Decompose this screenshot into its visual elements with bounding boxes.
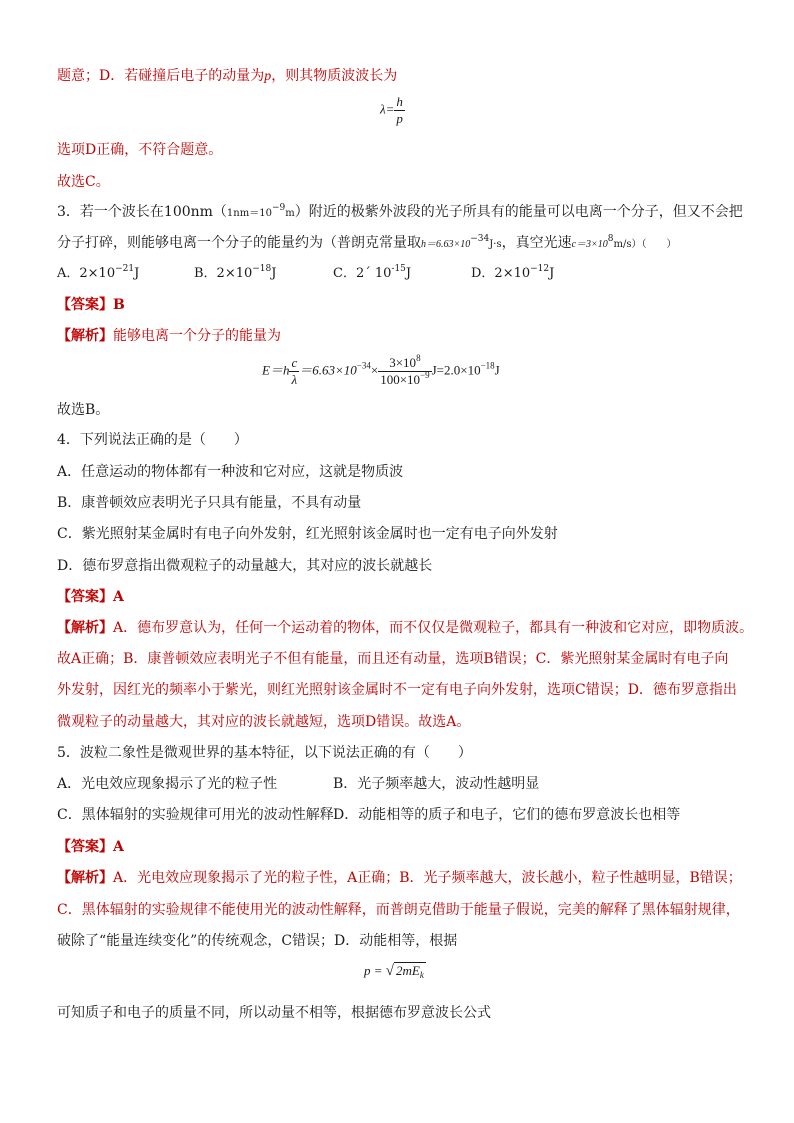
text-line: 故选C。 [57, 174, 110, 190]
explanation-tag: 【解析】 [57, 620, 113, 636]
subscript: k [419, 970, 424, 980]
answer-tag: 【答案】 [57, 589, 113, 605]
text-segment: 题意；D．若碰撞后电子的动量为 [57, 68, 265, 84]
fraction [289, 355, 299, 388]
question-3-line-2 [57, 233, 676, 255]
superscript: −34 [356, 360, 371, 371]
superscript: −18 [252, 264, 272, 274]
text-line: 选项D正确，不符合题意。 [57, 142, 223, 158]
question-5-stem: 5．波粒二象性是微观世界的基本特征，以下说法正确的有（ ） [57, 745, 472, 761]
superscript: −34 [470, 234, 490, 244]
explanation-5-line-3: 破除了“能量连续变化”的传统观念，C错误；D．动能相等，根据 [57, 933, 458, 949]
superscript: −9 [271, 203, 286, 213]
explanation-4-line-2: 故A正确；B．康普顿效应表明光子不但有能量，而且还有动量，选项B错误；C．紫光照射某金属时有电子向 [57, 651, 729, 667]
option-text: D．2×10 [471, 266, 531, 281]
formula-term: ＝6.63×10 [299, 362, 357, 378]
option-text: C．2´ 10 [333, 266, 392, 281]
fraction [394, 94, 405, 127]
answer-value: B [113, 297, 125, 313]
formula-operator: × [370, 362, 379, 378]
explanation-tag: 【解析】 [57, 870, 113, 886]
explanation-tag: 【解析】 [57, 328, 113, 344]
fraction [378, 355, 431, 388]
text-segment: ，则其物质波波长为 [271, 68, 398, 84]
text-segment: 1nm＝10 [226, 208, 272, 219]
question-5-options-row-1 [57, 774, 757, 794]
explanation-5-line-2: C．黑体辐射的实验规律不能使用光的波动性解释，而普朗克借助于能量子假说，完美的解释了黑体辐射规律， [57, 902, 740, 918]
answer-value: A [113, 589, 124, 605]
answer-tag: 【答案】 [57, 839, 113, 855]
answer-3 [57, 295, 125, 315]
fraction-numerator: h [396, 94, 403, 109]
explanation-4-line-1 [57, 618, 753, 638]
math-value: c＝3×10 [571, 239, 608, 250]
option-a[interactable]: A．光电效应现象揭示了光的粒子性 [57, 776, 278, 792]
explanation-text: 能够电离一个分子的能量为 [113, 328, 281, 344]
option-d[interactable]: D．动能相等的质子和电子，它们的德布罗意波长也相等 [333, 807, 681, 823]
text-segment: m [285, 208, 295, 219]
answer-tag: 【答案】 [57, 297, 113, 313]
option-d[interactable] [471, 264, 554, 284]
superscript: -15 [391, 264, 406, 274]
option-a[interactable] [57, 264, 139, 284]
formula-de-broglie [380, 94, 405, 127]
unit: J [549, 266, 555, 281]
answer-value: A [113, 839, 124, 855]
superscript: −21 [115, 264, 135, 274]
unit: J [494, 362, 500, 378]
formula-rhs: J=2.0×10 [431, 362, 481, 378]
formula-momentum [364, 962, 426, 980]
text-segment: ）附近的极紫外波段的光子所具有的能量可以电离一个分子，但又不会把 [294, 204, 743, 220]
superscript: −12 [530, 264, 550, 274]
option-c[interactable]: C．黑体辐射的实验规律可用光的波动性解释 [57, 807, 334, 823]
radicand [394, 962, 426, 978]
explanation-text: A．德布罗意认为，任何一个运动着的物体，而不仅仅是微观粒子，都具有一种波和它对应，即物质波。 [113, 620, 754, 636]
formula-lhs: E＝h [262, 362, 290, 378]
fraction-numerator: c [291, 355, 298, 370]
explanation-4-line-4: 微观粒子的动量越大，其对应的波长就越短，选项D错误。故选A。 [57, 714, 471, 730]
fraction-denominator: p [396, 111, 403, 126]
formula-energy [262, 355, 500, 388]
text-line: 可知质子和电子的质量不同，所以动量不相等，根据德布罗意波长公式 [57, 1005, 491, 1021]
unit: J·s [489, 239, 502, 250]
explanation-4-line-3: 外发射，因红光的频率小于紫光，则红光照射该金属时不一定有电子向外发射，选项C错误；D．德布罗意指出 [57, 682, 737, 698]
option-a[interactable]: A．任意运动的物体都有一种波和它对应，这就是物质波 [57, 464, 404, 480]
option-d[interactable]: D．德布罗意指出微观粒子的动量越大，其对应的波长就越长 [57, 558, 433, 574]
option-b[interactable] [194, 264, 276, 284]
formula-lhs: p = [364, 963, 386, 978]
sqrt-sign: √ [385, 963, 395, 979]
text-line [57, 66, 397, 87]
text-segment: 3．若一个波长在100nm（ [57, 204, 227, 220]
superscript: −9 [420, 370, 430, 380]
option-b[interactable]: B．康普顿效应表明光子只具有能量，不具有动量 [57, 495, 362, 511]
text-segment: 分子打碎，则能够电离一个分子的能量约为（普朗克常量取 [57, 235, 421, 251]
text-line: 故选B。 [57, 402, 110, 418]
answer-5 [57, 837, 124, 857]
option-text: B．2×10 [194, 266, 253, 281]
superscript: 8 [607, 234, 614, 244]
unit: J [134, 266, 140, 281]
text-segment: 3×10 [389, 355, 417, 370]
fraction-denominator [378, 372, 431, 388]
unit-definition [226, 203, 295, 219]
math-value: h＝6.63×10 [421, 239, 471, 250]
text-segment: 2mE [396, 963, 420, 978]
answer-4 [57, 587, 124, 607]
text-segment: 100×10 [380, 372, 421, 387]
unit: m/s）（ ） [613, 239, 677, 250]
explanation-text: A．光电效应现象揭示了光的粒子性，A正确；B．光子频率越大，波长越小，粒子性越明显，B错误； [113, 870, 742, 886]
unit: J [405, 266, 412, 281]
superscript: −18 [480, 360, 495, 371]
fraction-denominator: λ [291, 372, 298, 387]
text-segment: ，真空光速 [501, 235, 572, 251]
question-5-options-row-2 [57, 805, 757, 825]
question-4-stem: 4．下列说法正确的是（ ） [57, 432, 248, 448]
question-3-line-1 [57, 202, 743, 224]
superscript: 8 [416, 353, 421, 363]
option-c[interactable] [333, 264, 411, 284]
explanation-5-line-1 [57, 868, 742, 888]
unit: J [271, 266, 277, 281]
explanation-3 [57, 326, 281, 346]
math-var: p [264, 69, 272, 84]
option-c[interactable]: C．紫光照射某金属时有电子向外发射，红光照射该金属时也一定有电子向外发射 [57, 526, 558, 542]
question-3-options [57, 264, 757, 284]
option-text: A．2×10 [57, 266, 116, 281]
option-b[interactable]: B．光子频率越大，波动性越明显 [333, 776, 540, 792]
formula-lhs: λ= [380, 101, 395, 117]
